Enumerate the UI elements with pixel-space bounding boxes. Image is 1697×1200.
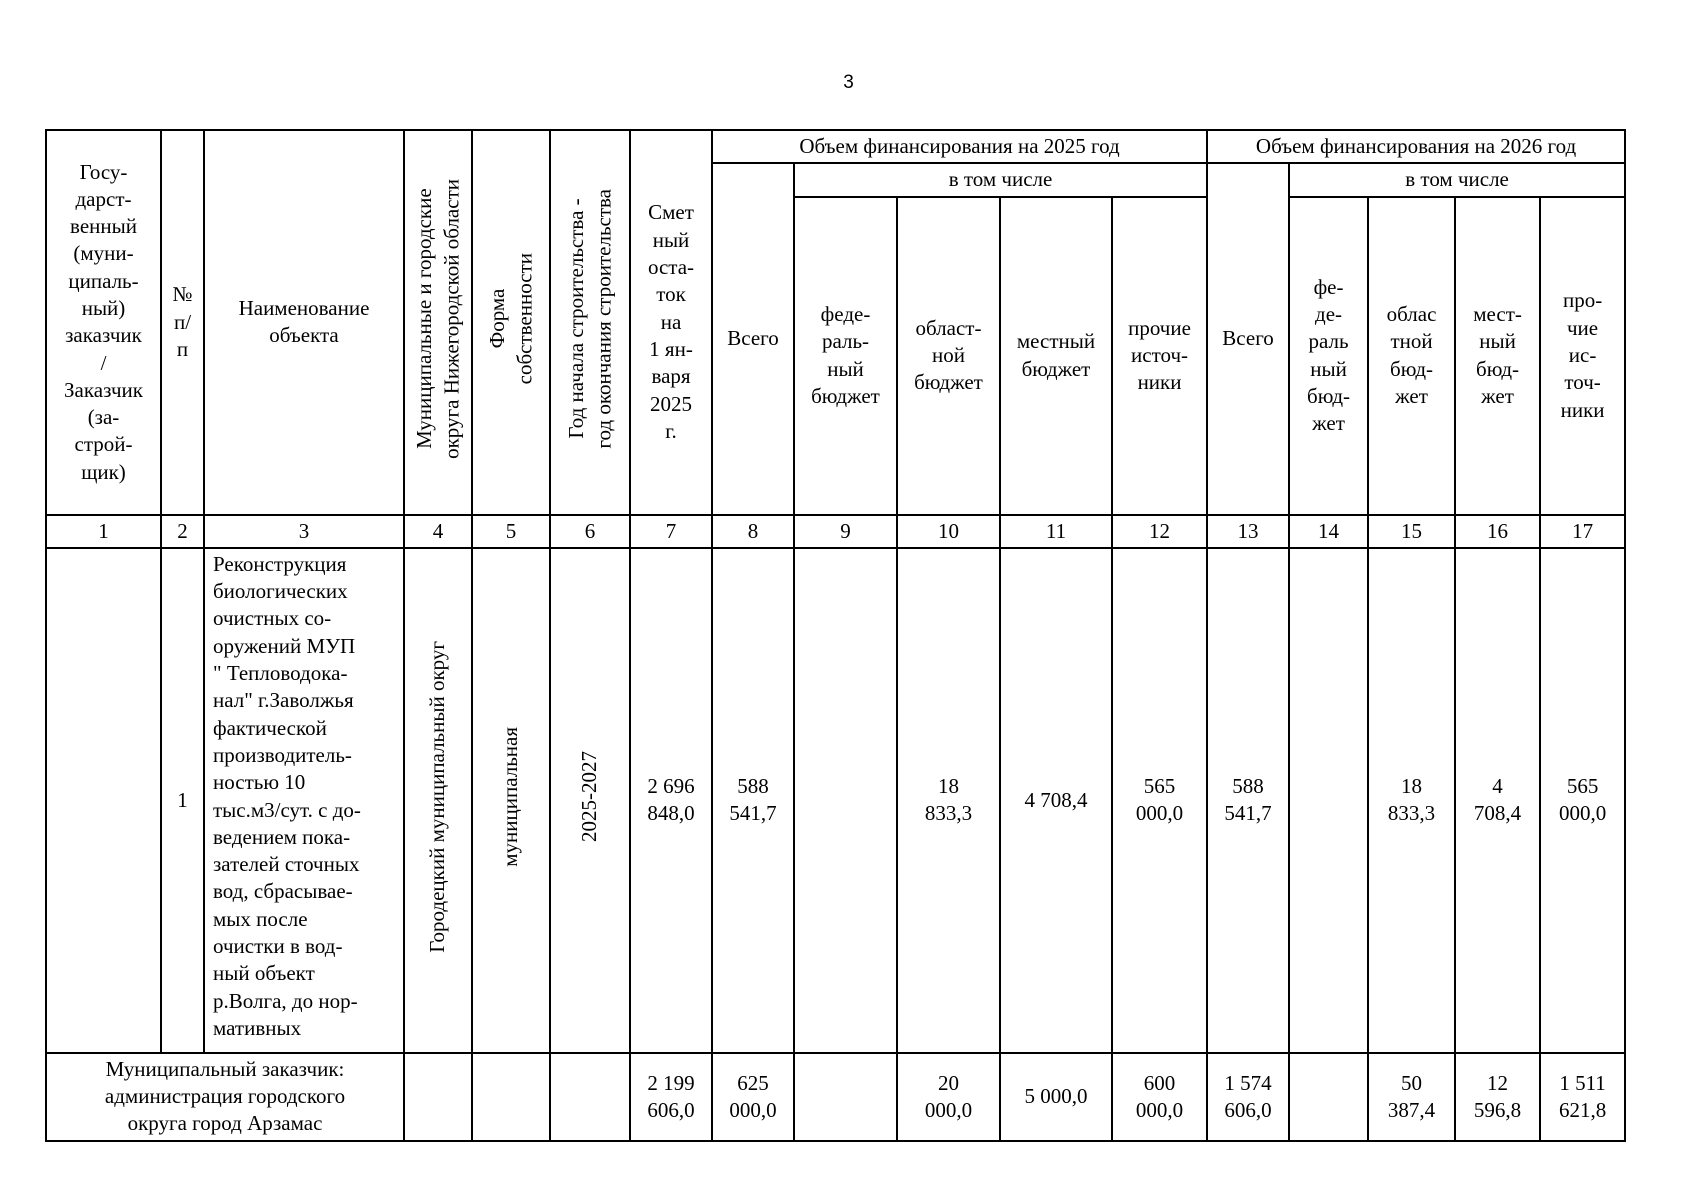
header-federal-2025: феде- раль- ный бюджет bbox=[794, 197, 897, 515]
header-district: Муниципальные и городские округа Нижегородской области bbox=[404, 130, 472, 515]
table-row bbox=[46, 548, 1625, 1053]
header-financing-2026: Объем финансирования на 2026 год bbox=[1207, 130, 1625, 163]
column-number: 2 bbox=[161, 515, 204, 548]
header-federal-2026: фе- де- раль ный бюд- жет bbox=[1289, 197, 1368, 515]
cell-ownership: муниципальная bbox=[472, 548, 550, 1053]
total-federal-2026 bbox=[1289, 1053, 1368, 1141]
total-regional-2026: 50 387,4 bbox=[1368, 1053, 1455, 1141]
column-number: 10 bbox=[897, 515, 1000, 548]
header-regional-2025: област- ной бюджет bbox=[897, 197, 1000, 515]
total-total-2025: 625 000,0 bbox=[712, 1053, 794, 1141]
total-other-2026: 1 511 621,8 bbox=[1540, 1053, 1625, 1141]
total-regional-2025: 20 000,0 bbox=[897, 1053, 1000, 1141]
total-federal-2025 bbox=[794, 1053, 897, 1141]
header-total-2025: Всего bbox=[712, 163, 794, 514]
cell-local-2026: 4 708,4 bbox=[1455, 548, 1540, 1053]
header-customer: Госу- дарст- венный (муни- ципаль- ный) заказчик / Заказчик (за- строй- щик) bbox=[46, 130, 161, 515]
header-local-2025: местный бюджет bbox=[1000, 197, 1112, 515]
total-district bbox=[404, 1053, 472, 1141]
cell-federal-2026 bbox=[1289, 548, 1368, 1053]
column-numbers-row bbox=[46, 515, 1625, 548]
header-row-top bbox=[46, 130, 1625, 163]
header-total-2026: Всего bbox=[1207, 163, 1289, 514]
header-other-2026: про- чие ис- точ- ники bbox=[1540, 197, 1625, 515]
total-balance: 2 199 606,0 bbox=[630, 1053, 712, 1141]
column-number: 6 bbox=[550, 515, 630, 548]
financing-table bbox=[45, 129, 1626, 1142]
header-financing-2025: Объем финансирования на 2025 год bbox=[712, 130, 1207, 163]
cell-local-2025: 4 708,4 bbox=[1000, 548, 1112, 1053]
header-years: Год начала строительства - год окончания строительства bbox=[550, 130, 630, 515]
cell-years: 2025-2027 bbox=[550, 548, 630, 1053]
header-including-2026: в том числе bbox=[1289, 163, 1625, 196]
header-number: № п/ п bbox=[161, 130, 204, 515]
column-number: 15 bbox=[1368, 515, 1455, 548]
cell-balance: 2 696 848,0 bbox=[630, 548, 712, 1053]
column-number: 3 bbox=[204, 515, 404, 548]
header-including-2025: в том числе bbox=[794, 163, 1207, 196]
header-regional-2026: облас тной бюд- жет bbox=[1368, 197, 1455, 515]
total-row bbox=[46, 1053, 1625, 1141]
column-number: 1 bbox=[46, 515, 161, 548]
column-number: 4 bbox=[404, 515, 472, 548]
cell-customer bbox=[46, 548, 161, 1053]
total-ownership bbox=[472, 1053, 550, 1141]
cell-object-name: Реконструкция биологических очистных со- оружений МУП " Тепловодока- нал" г.Заволжья фактической производитель- ностью 10 тыс.м3/сут. с до- ведением пока- зателей сточных вод, сбрасывае- мых после очистки в вод- ный объект р.Волга, до нор- мативных bbox=[204, 548, 404, 1053]
column-number: 16 bbox=[1455, 515, 1540, 548]
cell-federal-2025 bbox=[794, 548, 897, 1053]
cell-regional-2026: 18 833,3 bbox=[1368, 548, 1455, 1053]
cell-number: 1 bbox=[161, 548, 204, 1053]
column-number: 11 bbox=[1000, 515, 1112, 548]
cell-total-2026: 588 541,7 bbox=[1207, 548, 1289, 1053]
column-number: 17 bbox=[1540, 515, 1625, 548]
total-total-2026: 1 574 606,0 bbox=[1207, 1053, 1289, 1141]
column-number: 9 bbox=[794, 515, 897, 548]
column-number: 12 bbox=[1112, 515, 1207, 548]
column-number: 8 bbox=[712, 515, 794, 548]
cell-total-2025: 588 541,7 bbox=[712, 548, 794, 1053]
cell-other-2025: 565 000,0 bbox=[1112, 548, 1207, 1053]
column-number: 5 bbox=[472, 515, 550, 548]
header-object-name: Наименование объекта bbox=[204, 130, 404, 515]
header-local-2026: мест- ный бюд- жет bbox=[1455, 197, 1540, 515]
total-label: Муниципальный заказчик: администрация городского округа город Арзамас bbox=[46, 1053, 404, 1141]
cell-other-2026: 565 000,0 bbox=[1540, 548, 1625, 1053]
page-number: 3 bbox=[843, 72, 854, 93]
total-other-2025: 600 000,0 bbox=[1112, 1053, 1207, 1141]
cell-district: Городецкий муниципальный округ bbox=[404, 548, 472, 1053]
total-local-2025: 5 000,0 bbox=[1000, 1053, 1112, 1141]
header-other-2025: прочие источ- ники bbox=[1112, 197, 1207, 515]
total-local-2026: 12 596,8 bbox=[1455, 1053, 1540, 1141]
column-number: 13 bbox=[1207, 515, 1289, 548]
column-number: 7 bbox=[630, 515, 712, 548]
cell-regional-2025: 18 833,3 bbox=[897, 548, 1000, 1053]
header-ownership: Форма собственности bbox=[472, 130, 550, 515]
column-number: 14 bbox=[1289, 515, 1368, 548]
header-balance: Смет ный оста- ток на 1 ян- варя 2025 г. bbox=[630, 130, 712, 515]
total-years bbox=[550, 1053, 630, 1141]
